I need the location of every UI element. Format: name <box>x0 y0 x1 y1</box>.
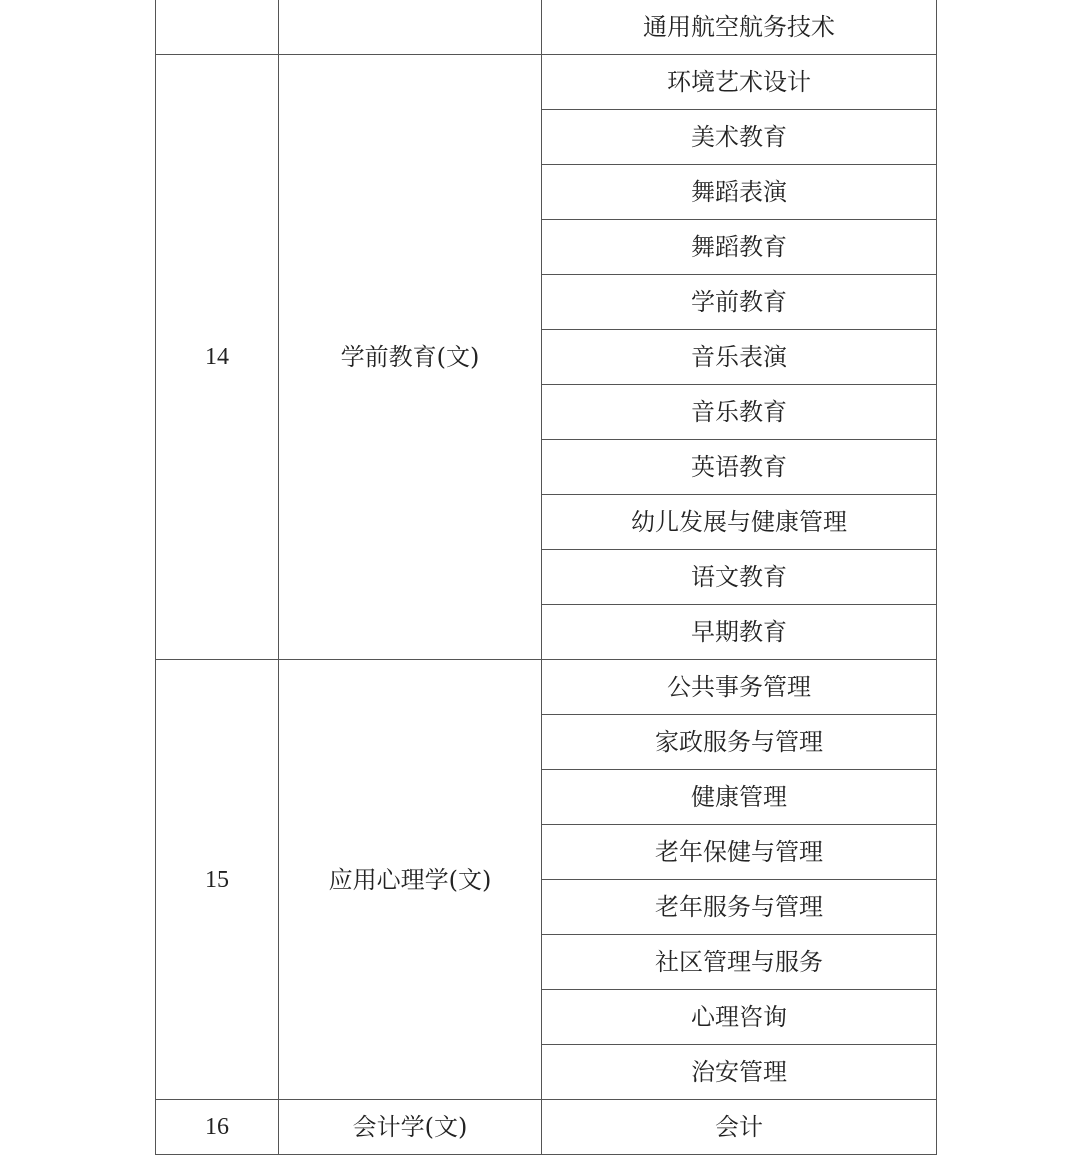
major-cell: 会计 <box>542 1100 937 1155</box>
major-cell: 幼儿发展与健康管理 <box>542 495 937 550</box>
category-cell: 学前教育(文) <box>279 55 542 660</box>
category-cell: 应用心理学(文) <box>279 660 542 1100</box>
major-cell: 通用航空航务技术 <box>542 0 937 55</box>
major-cell: 健康管理 <box>542 770 937 825</box>
row-number-cell: 16 <box>156 1100 279 1155</box>
major-cell: 公共事务管理 <box>542 660 937 715</box>
major-cell: 社区管理与服务 <box>542 935 937 990</box>
major-cell: 英语教育 <box>542 440 937 495</box>
row-number-cell: 15 <box>156 660 279 1100</box>
table-row <box>156 0 937 55</box>
row-number-cell: 14 <box>156 55 279 660</box>
document-page <box>155 0 936 1155</box>
row-number-cell <box>156 0 279 55</box>
major-cell: 美术教育 <box>542 110 937 165</box>
major-cell: 语文教育 <box>542 550 937 605</box>
major-table-body <box>156 0 937 1155</box>
major-cell: 学前教育 <box>542 275 937 330</box>
major-cell: 家政服务与管理 <box>542 715 937 770</box>
major-table <box>155 0 937 1155</box>
major-cell: 早期教育 <box>542 605 937 660</box>
major-cell: 舞蹈教育 <box>542 220 937 275</box>
major-cell: 老年保健与管理 <box>542 825 937 880</box>
category-cell <box>279 0 542 55</box>
major-cell: 治安管理 <box>542 1045 937 1100</box>
major-cell: 心理咨询 <box>542 990 937 1045</box>
category-cell: 会计学(文) <box>279 1100 542 1155</box>
table-row <box>156 660 937 715</box>
major-cell: 音乐表演 <box>542 330 937 385</box>
major-cell: 舞蹈表演 <box>542 165 937 220</box>
major-cell: 环境艺术设计 <box>542 55 937 110</box>
table-row <box>156 1100 937 1155</box>
major-cell: 音乐教育 <box>542 385 937 440</box>
table-row <box>156 55 937 110</box>
major-cell: 老年服务与管理 <box>542 880 937 935</box>
